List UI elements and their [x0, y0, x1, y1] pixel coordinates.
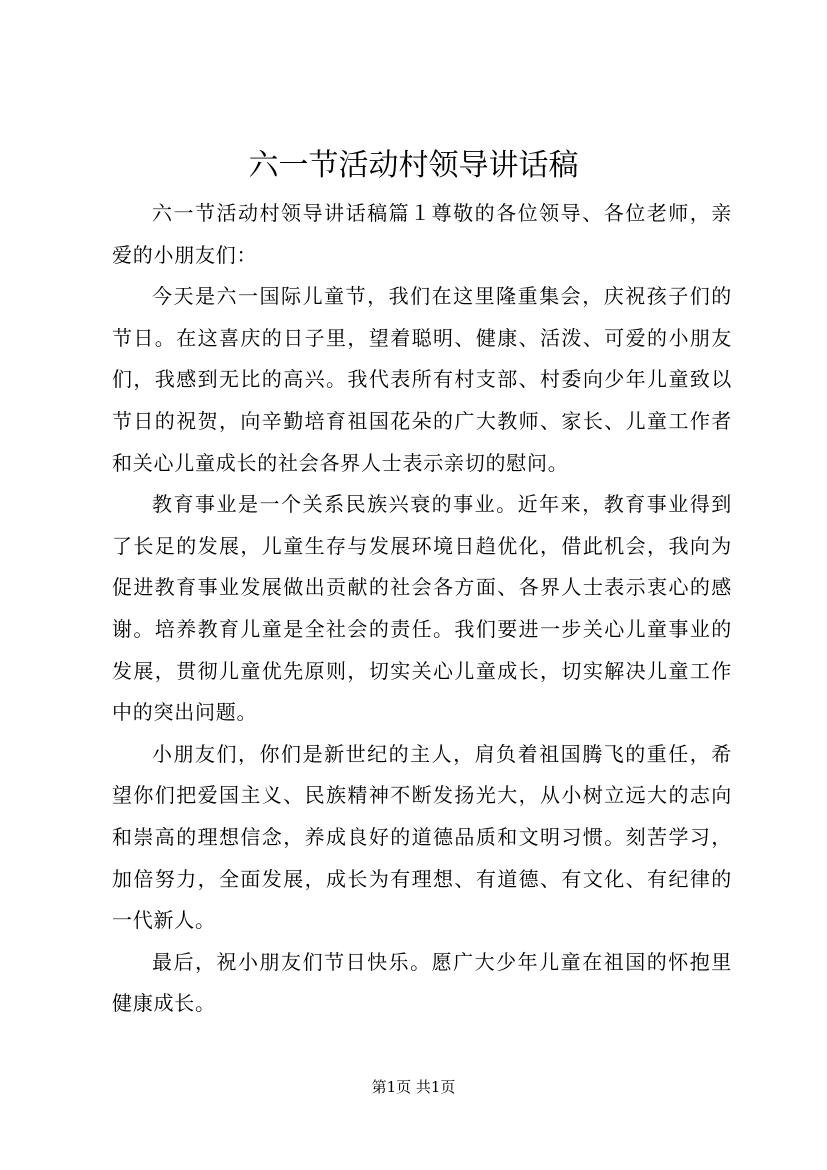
document-title: 六一节活动村领导讲话稿 [248, 148, 579, 183]
paragraph-1: 六一节活动村领导讲话稿篇１尊敬的各位领导、各位老师，亲爱的小朋友们： [112, 201, 732, 267]
page-number-footer: 第1页 共1页 [371, 1078, 456, 1096]
document-body [112, 193, 732, 1025]
paragraph-5: 最后，祝小朋友们节日快乐。愿广大少年儿童在祖国的怀抱里健康成长。 [112, 949, 732, 1016]
paragraph-3: 教育事业是一个关系民族兴衰的事业。近年来，教育事业得到了长足的发展，儿童生存与发展环境日趋优化，借此机会，我向为促进教育事业发展做出贡献的社会各方面、各界人士表示衷心的感谢。培养教育儿童是全社会的责任。我们要进一步关心儿童事业的发展，贯彻儿童优先原则，切实关心儿童成长，切实解决儿童工作中的突出问题。 [112, 492, 732, 725]
paragraph-4: 小朋友们，你们是新世纪的主人，肩负着祖国腾飞的重任，希望你们把爱国主义、民族精神不断发扬光大，从小树立远大的志向和崇高的理想信念，养成良好的道德品质和文明习惯。刻苦学习，加倍努力，全面发展，成长为有理想、有道德、有文化、有纪律的一代新人。 [112, 741, 732, 933]
paragraph-2: 今天是六一国际儿童节，我们在这里隆重集会，庆祝孩子们的节日。在这喜庆的日子里，望着聪明、健康、活泼、可爱的小朋友们，我感到无比的高兴。我代表所有村支部、村委向少年儿童致以节日的祝贺，向辛勤培育祖国花朵的广大教师、家长、儿童工作者和关心儿童成长的社会各界人士表示亲切的慰问。 [112, 284, 732, 475]
